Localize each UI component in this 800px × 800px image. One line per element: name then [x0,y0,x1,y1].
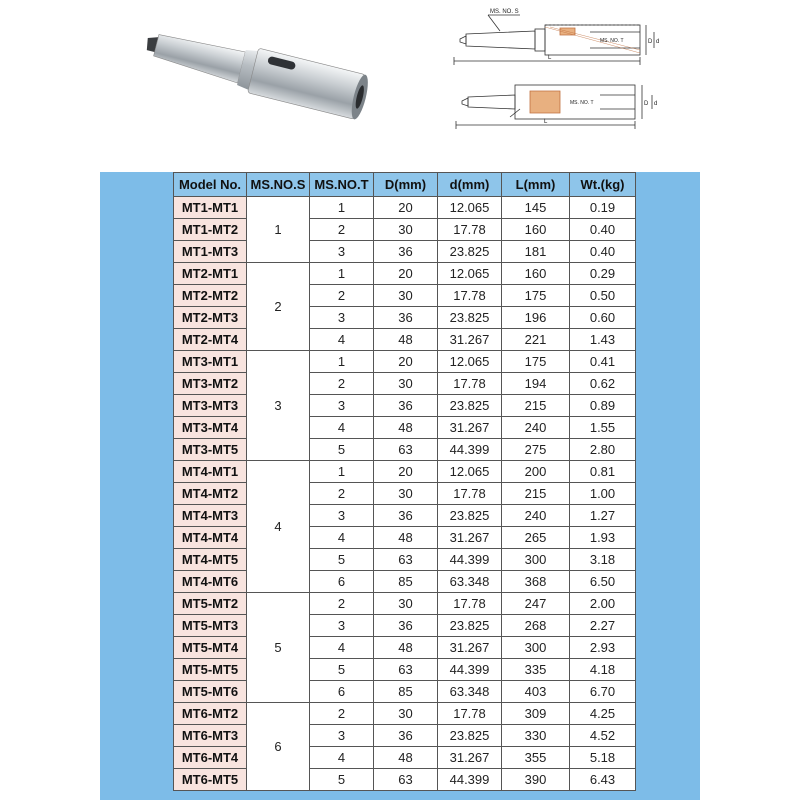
cell-model: MT2-MT1 [174,263,247,285]
table-row [174,307,636,329]
cell-ms-no-t: 5 [310,659,374,681]
cell-d-inner: 23.825 [438,725,502,747]
cell-d-outer: 48 [374,747,438,769]
cell-model: MT4-MT3 [174,505,247,527]
table-row [174,329,636,351]
cell-ms-no-t: 3 [310,241,374,263]
header-d-outer: D(mm) [374,173,438,197]
drawing-label-d-inner-bottom: d [654,101,658,107]
header-d-inner: d(mm) [438,173,502,197]
table-row [174,593,636,615]
product-photo [130,15,380,135]
cell-model: MT2-MT2 [174,285,247,307]
cell-model: MT4-MT6 [174,571,247,593]
cell-ms-no-t: 2 [310,703,374,725]
cell-model: MT6-MT3 [174,725,247,747]
cell-d-outer: 20 [374,197,438,219]
cell-d-outer: 36 [374,395,438,417]
cell-length: 355 [502,747,570,769]
cell-length: 403 [502,681,570,703]
cell-ms-no-t: 2 [310,483,374,505]
cell-model: MT1-MT2 [174,219,247,241]
cell-weight: 2.80 [570,439,636,461]
cell-model: MT4-MT4 [174,527,247,549]
technical-drawing [440,5,665,130]
cell-length: 240 [502,417,570,439]
header-length: L(mm) [502,173,570,197]
cell-model: MT3-MT4 [174,417,247,439]
cell-ms-no-t: 6 [310,681,374,703]
cell-d-outer: 20 [374,461,438,483]
table-header-row [174,173,636,197]
cell-length: 240 [502,505,570,527]
header-ms-no-t: MS.NO.T [310,173,374,197]
cell-model: MT6-MT5 [174,769,247,791]
cell-length: 175 [502,351,570,373]
table-row [174,725,636,747]
drawing-label-d-outer-bottom: D [644,101,649,107]
table-row [174,461,636,483]
cell-ms-no-t: 1 [310,351,374,373]
drawing-label-t-bottom: MS. NO. T [570,100,594,106]
header-model-no: Model No. [174,173,247,197]
cell-model: MT3-MT3 [174,395,247,417]
cell-model: MT6-MT2 [174,703,247,725]
cell-d-inner: 23.825 [438,307,502,329]
cell-d-outer: 30 [374,593,438,615]
cell-d-outer: 63 [374,549,438,571]
cell-weight: 0.40 [570,241,636,263]
cell-length: 221 [502,329,570,351]
cell-d-inner: 31.267 [438,527,502,549]
cell-model: MT1-MT3 [174,241,247,263]
cell-ms-no-t: 2 [310,285,374,307]
cell-d-inner: 63.348 [438,681,502,703]
cell-weight: 0.81 [570,461,636,483]
cell-d-outer: 85 [374,681,438,703]
cell-weight: 4.52 [570,725,636,747]
cell-ms-no-t: 4 [310,329,374,351]
cell-ms-no-t: 2 [310,373,374,395]
cell-d-outer: 63 [374,769,438,791]
cell-weight: 4.18 [570,659,636,681]
cell-ms-no-s: 4 [247,461,310,593]
cell-weight: 1.93 [570,527,636,549]
cell-d-outer: 36 [374,307,438,329]
cell-length: 194 [502,373,570,395]
table-row [174,439,636,461]
cell-model: MT1-MT1 [174,197,247,219]
drawing-label-t-top: MS. NO. T [600,38,624,44]
cell-model: MT5-MT4 [174,637,247,659]
drawing-label-l-top: L [548,55,552,61]
cell-d-inner: 17.78 [438,219,502,241]
cell-model: MT2-MT4 [174,329,247,351]
cell-length: 368 [502,571,570,593]
cell-weight: 2.93 [570,637,636,659]
cell-d-outer: 30 [374,219,438,241]
cell-weight: 1.43 [570,329,636,351]
cell-weight: 6.70 [570,681,636,703]
cell-length: 215 [502,395,570,417]
cell-d-outer: 30 [374,703,438,725]
cell-d-inner: 23.825 [438,241,502,263]
drawing-label-l-bottom: L [544,119,548,125]
cell-ms-no-t: 5 [310,439,374,461]
cell-weight: 6.50 [570,571,636,593]
cell-weight: 1.00 [570,483,636,505]
table-row [174,527,636,549]
cell-ms-no-t: 4 [310,747,374,769]
cell-weight: 2.00 [570,593,636,615]
cell-d-outer: 48 [374,329,438,351]
cell-ms-no-t: 4 [310,527,374,549]
cell-model: MT6-MT4 [174,747,247,769]
cell-ms-no-t: 3 [310,307,374,329]
cell-model: MT3-MT1 [174,351,247,373]
table-row [174,747,636,769]
cell-d-outer: 30 [374,483,438,505]
cell-d-outer: 48 [374,527,438,549]
cell-d-outer: 30 [374,285,438,307]
cell-model: MT4-MT1 [174,461,247,483]
cell-ms-no-t: 5 [310,549,374,571]
cell-weight: 1.27 [570,505,636,527]
cell-ms-no-s: 6 [247,703,310,791]
cell-d-inner: 12.065 [438,197,502,219]
cell-d-outer: 36 [374,505,438,527]
cell-weight: 1.55 [570,417,636,439]
cell-d-inner: 23.825 [438,505,502,527]
cell-d-inner: 44.399 [438,439,502,461]
cell-ms-no-s: 5 [247,593,310,703]
cell-model: MT3-MT5 [174,439,247,461]
drawing-label-s: MS. NO. S [490,9,519,15]
cell-weight: 3.18 [570,549,636,571]
cell-ms-no-t: 2 [310,593,374,615]
cell-model: MT5-MT6 [174,681,247,703]
cell-ms-no-t: 2 [310,219,374,241]
cell-length: 300 [502,637,570,659]
cell-d-outer: 36 [374,725,438,747]
cell-ms-no-t: 4 [310,417,374,439]
cell-model: MT5-MT2 [174,593,247,615]
cell-d-inner: 12.065 [438,351,502,373]
table-row [174,417,636,439]
cell-d-outer: 36 [374,615,438,637]
cell-ms-no-t: 3 [310,615,374,637]
cell-d-inner: 44.399 [438,549,502,571]
cell-d-inner: 17.78 [438,483,502,505]
table-row [174,615,636,637]
cell-d-inner: 31.267 [438,637,502,659]
cell-d-inner: 31.267 [438,747,502,769]
table-row [174,219,636,241]
cell-weight: 0.89 [570,395,636,417]
cell-length: 160 [502,219,570,241]
cell-weight: 0.62 [570,373,636,395]
table-row [174,373,636,395]
table-row [174,241,636,263]
table-row [174,285,636,307]
cell-model: MT5-MT5 [174,659,247,681]
cell-ms-no-t: 3 [310,505,374,527]
cell-d-outer: 30 [374,373,438,395]
cell-length: 390 [502,769,570,791]
cell-length: 196 [502,307,570,329]
cell-d-inner: 23.825 [438,395,502,417]
cell-weight: 0.19 [570,197,636,219]
drawing-label-d-inner-top: d [656,39,660,45]
cell-weight: 0.40 [570,219,636,241]
table-row [174,351,636,373]
cell-d-inner: 23.825 [438,615,502,637]
table-row [174,703,636,725]
cell-length: 300 [502,549,570,571]
table-row [174,505,636,527]
cell-ms-no-t: 3 [310,725,374,747]
table-row [174,571,636,593]
cell-ms-no-t: 4 [310,637,374,659]
cell-ms-no-t: 1 [310,263,374,285]
cell-ms-no-t: 5 [310,769,374,791]
spec-table [173,172,636,791]
cell-length: 330 [502,725,570,747]
cell-ms-no-t: 6 [310,571,374,593]
cell-model: MT3-MT2 [174,373,247,395]
cell-ms-no-t: 1 [310,197,374,219]
cell-ms-no-t: 3 [310,395,374,417]
cell-d-inner: 31.267 [438,329,502,351]
cell-d-inner: 44.399 [438,769,502,791]
cell-model: MT2-MT3 [174,307,247,329]
cell-weight: 0.60 [570,307,636,329]
table-row [174,395,636,417]
cell-weight: 5.18 [570,747,636,769]
table-row [174,549,636,571]
cell-d-outer: 48 [374,417,438,439]
cell-d-outer: 20 [374,263,438,285]
header-weight: Wt.(kg) [570,173,636,197]
cell-length: 200 [502,461,570,483]
header-ms-no-s: MS.NO.S [247,173,310,197]
cell-d-outer: 48 [374,637,438,659]
cell-length: 215 [502,483,570,505]
cell-weight: 4.25 [570,703,636,725]
cell-model: MT4-MT5 [174,549,247,571]
table-row [174,483,636,505]
table-row [174,769,636,791]
cell-weight: 2.27 [570,615,636,637]
table-row [174,263,636,285]
cell-weight: 0.29 [570,263,636,285]
cell-d-inner: 17.78 [438,373,502,395]
cell-length: 145 [502,197,570,219]
cell-d-inner: 12.065 [438,263,502,285]
table-row [174,659,636,681]
cell-model: MT5-MT3 [174,615,247,637]
cell-weight: 0.50 [570,285,636,307]
cell-d-outer: 85 [374,571,438,593]
cell-ms-no-s: 1 [247,197,310,263]
cell-length: 247 [502,593,570,615]
cell-length: 265 [502,527,570,549]
cell-d-outer: 20 [374,351,438,373]
cell-d-outer: 63 [374,659,438,681]
cell-length: 268 [502,615,570,637]
table-row [174,197,636,219]
cell-ms-no-s: 2 [247,263,310,351]
cell-d-inner: 12.065 [438,461,502,483]
cell-length: 309 [502,703,570,725]
cell-weight: 0.41 [570,351,636,373]
cell-length: 160 [502,263,570,285]
cell-d-inner: 44.399 [438,659,502,681]
cell-d-inner: 63.348 [438,571,502,593]
cell-d-inner: 31.267 [438,417,502,439]
cell-d-inner: 17.78 [438,703,502,725]
table-row [174,637,636,659]
cell-d-inner: 17.78 [438,593,502,615]
cell-length: 335 [502,659,570,681]
cell-model: MT4-MT2 [174,483,247,505]
cell-length: 181 [502,241,570,263]
cell-length: 175 [502,285,570,307]
cell-length: 275 [502,439,570,461]
drawing-label-d-outer-top: D [648,39,653,45]
cell-d-outer: 63 [374,439,438,461]
cell-ms-no-t: 1 [310,461,374,483]
cell-d-outer: 36 [374,241,438,263]
cell-ms-no-s: 3 [247,351,310,461]
cell-d-inner: 17.78 [438,285,502,307]
table-row [174,681,636,703]
cell-weight: 6.43 [570,769,636,791]
